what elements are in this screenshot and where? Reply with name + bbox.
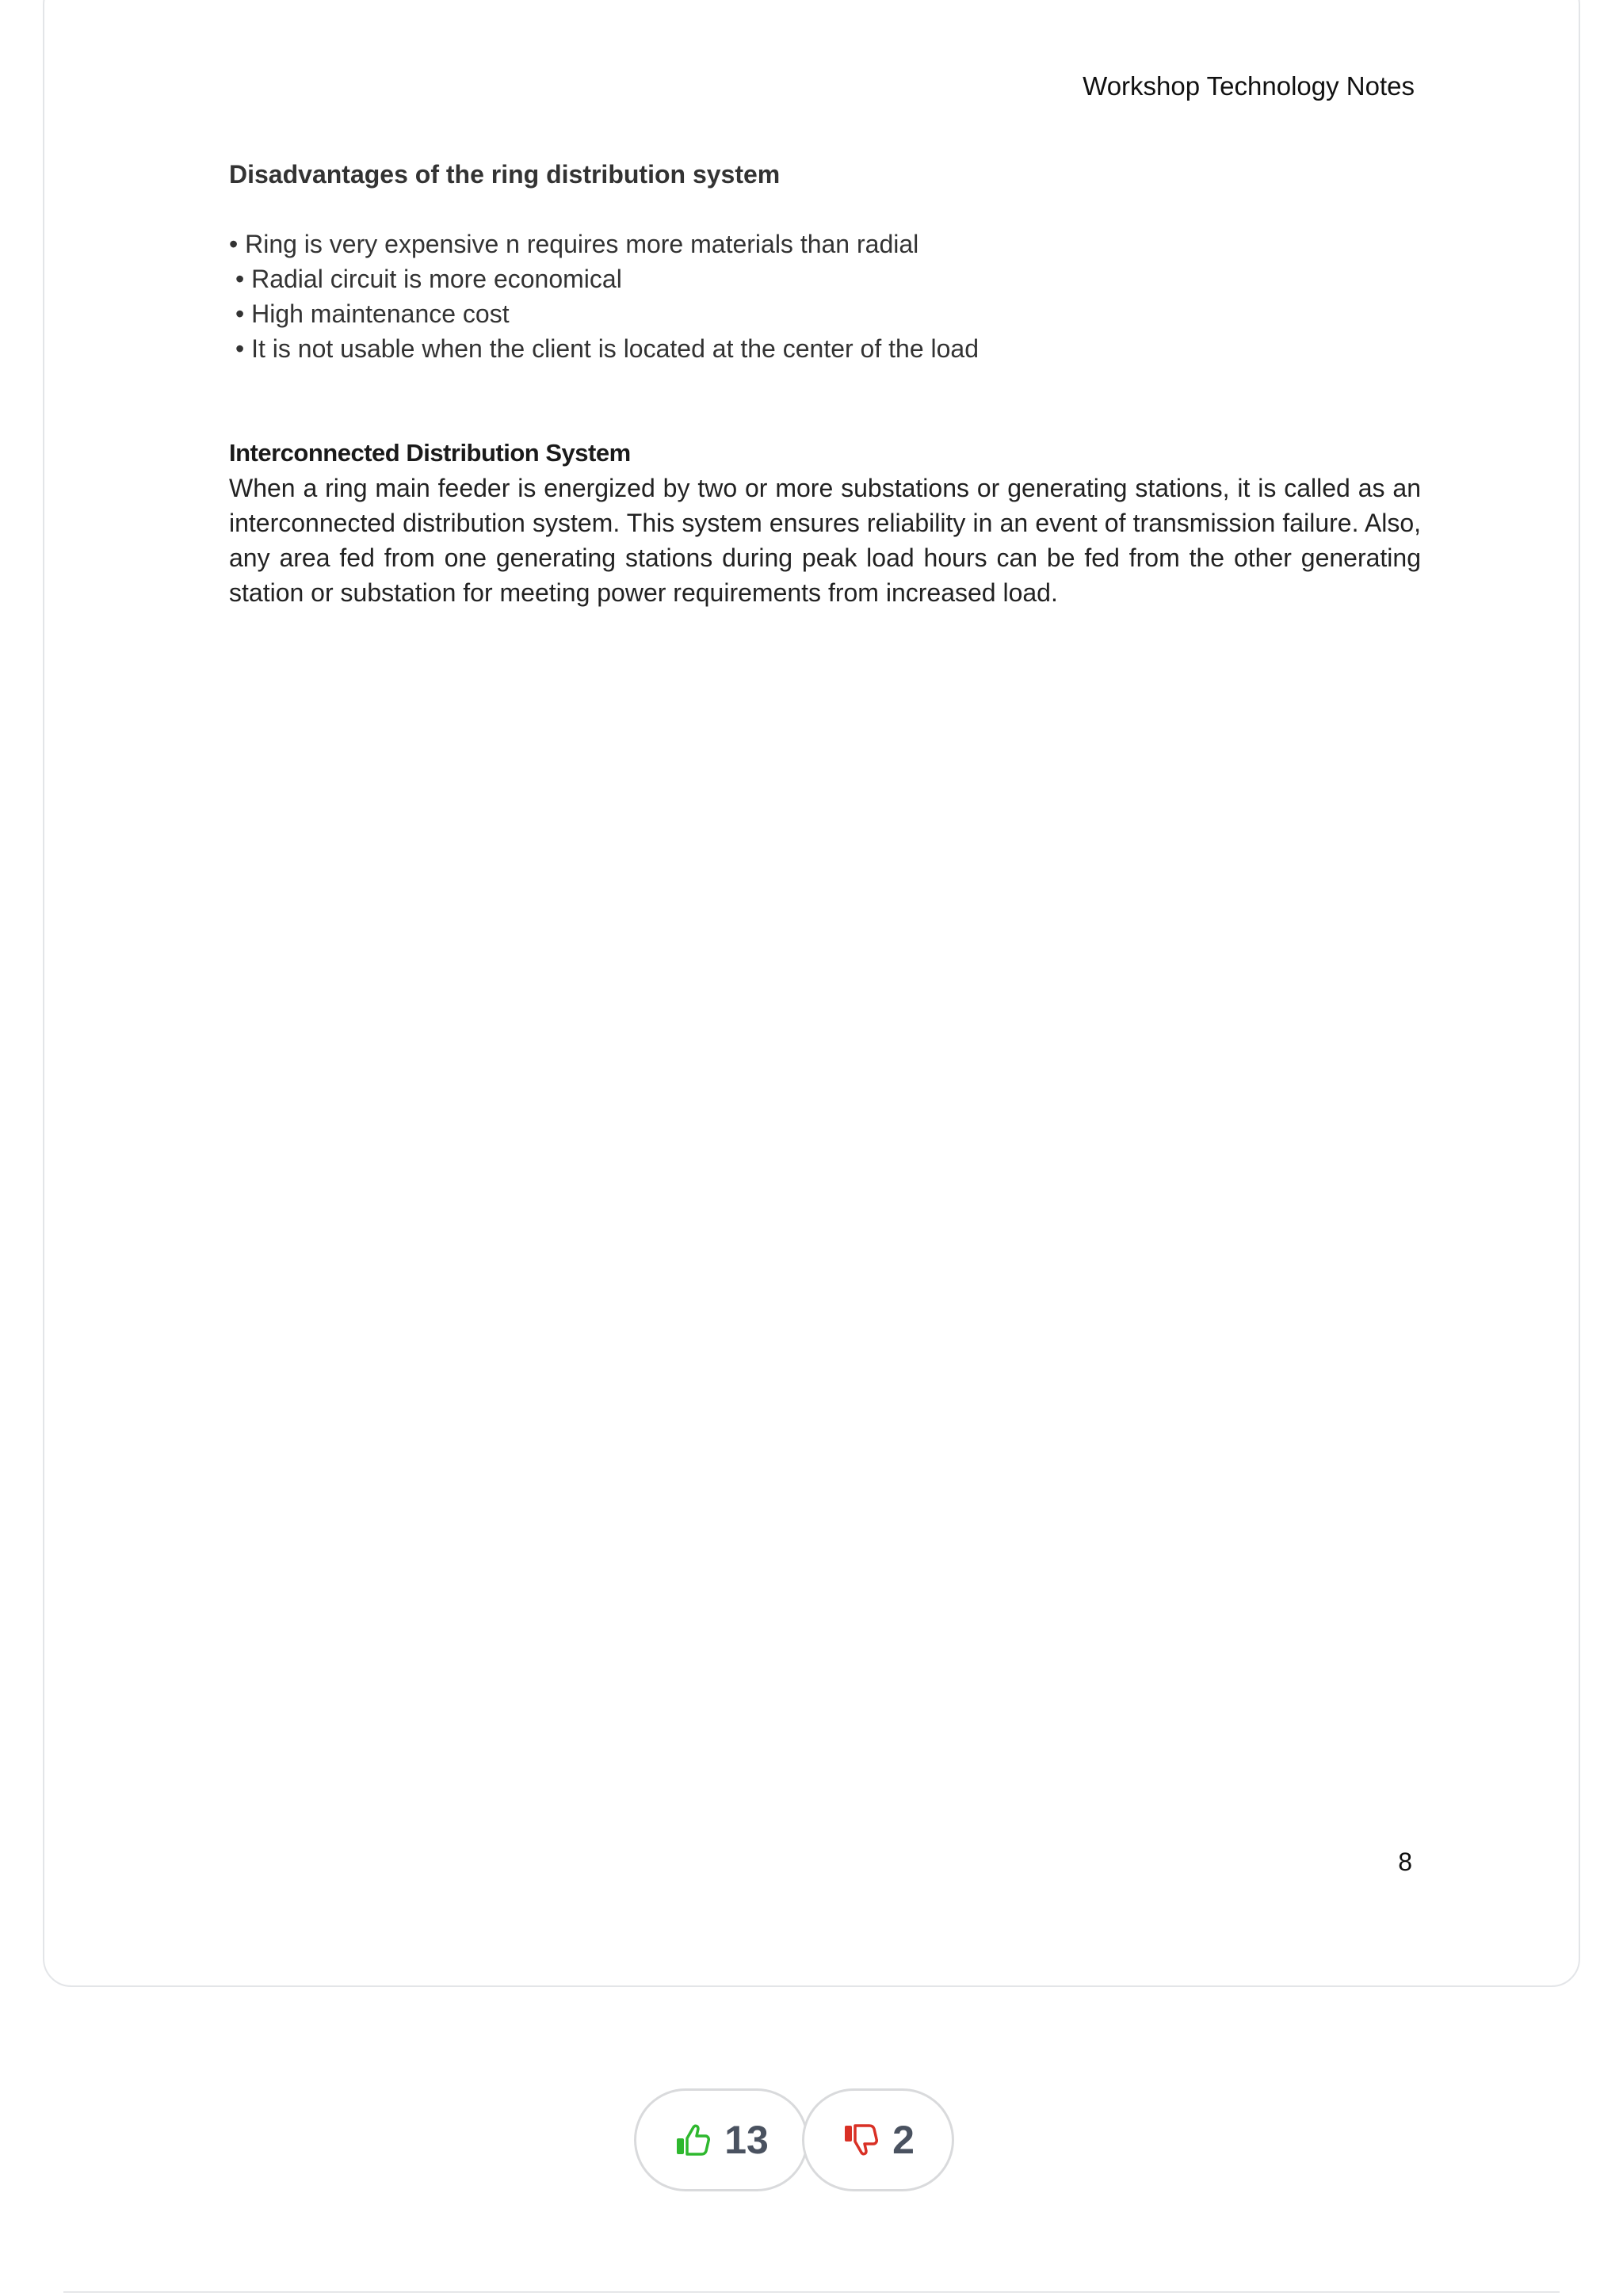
- disadvantages-list: [229, 227, 1421, 366]
- list-item: • High maintenance cost: [235, 299, 510, 328]
- upvote-count: 13: [724, 2118, 769, 2162]
- list-item: • Ring is very expensive n requires more materials than radial: [229, 230, 919, 258]
- divider: [63, 2291, 1560, 2293]
- section-heading-disadvantages: Disadvantages of the ring distribution system: [229, 160, 781, 189]
- document-page: [43, 0, 1580, 1987]
- running-header: Workshop Technology Notes: [1083, 71, 1415, 101]
- section-heading-interconnected: Interconnected Distribution System: [229, 439, 631, 467]
- list-item: • Radial circuit is more economical: [235, 265, 622, 293]
- page-content: [229, 157, 1421, 610]
- downvote-count: 2: [892, 2118, 915, 2162]
- upvote-button[interactable]: [634, 2088, 808, 2191]
- vote-bar: [634, 2088, 954, 2195]
- downvote-button[interactable]: [802, 2088, 954, 2191]
- list-item: • It is not usable when the client is located at the center of the load: [235, 334, 979, 363]
- thumbs-up-icon: [674, 2121, 712, 2159]
- page-number: 8: [1398, 1848, 1412, 1876]
- interconnected-paragraph: When a ring main feeder is energized by two or more substations or generating stations, it is called as an interconnected distribution system. This system ensures reliability in an event of transmission failure. Also, any area fed from one generating stations during peak load hours can be fed from the other generating station or substation for meeting power requirements from increased load.: [229, 474, 1421, 607]
- thumbs-down-icon: [842, 2121, 880, 2159]
